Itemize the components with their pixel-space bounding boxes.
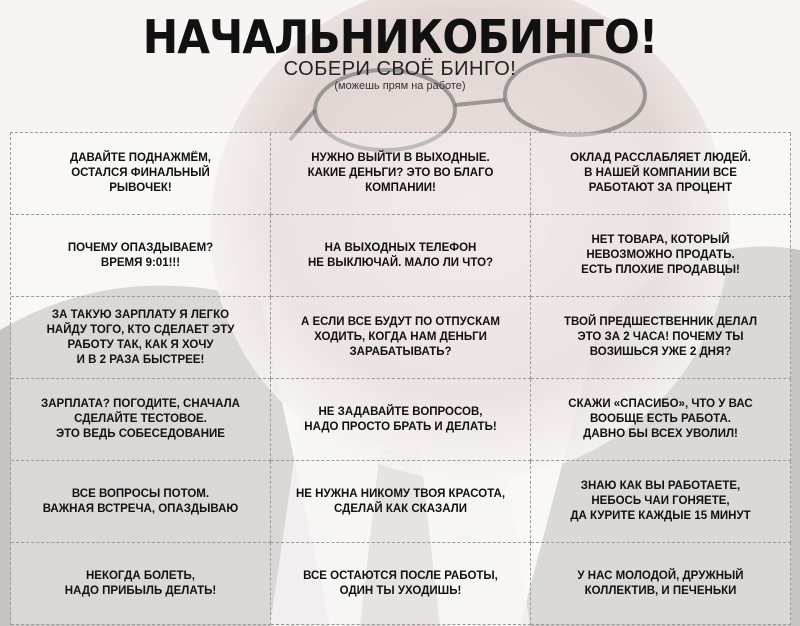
bingo-cell-text: НЕКОГДА БОЛЕТЬ, НАДО ПРИБЫЛЬ ДЕЛАТЬ! (64, 569, 217, 597)
bingo-cell-text: ВСЕ ОСТАЮТСЯ ПОСЛЕ РАБОТЫ, ОДИН ТЫ УХОДИШЬ! (303, 569, 498, 597)
bingo-cell-text: ОКЛАД РАССЛАБЛЯЕТ ЛЮДЕЙ. В НАШЕЙ КОМПАНИИ ВСЕ РАБОТАЮТ ЗА ПРОЦЕНТ (570, 152, 751, 194)
bingo-cell[interactable] (271, 543, 531, 625)
page-title: НАЧАЛЬНИКОБИНГО! (142, 10, 658, 64)
page-note: (можешь прям на работе) (334, 80, 466, 92)
bingo-cell-text: НЕТ ТОВАРА, КОТОРЫЙ НЕВОЗМОЖНО ПРОДАТЬ. ЕСТЬ ПЛОХИЕ ПРОДАВЦЫ! (581, 234, 740, 276)
bingo-cell[interactable] (531, 133, 791, 215)
bingo-cell[interactable] (11, 133, 271, 215)
bingo-cell-text: НУЖНО ВЫЙТИ В ВЫХОДНЫЕ. КАКИЕ ДЕНЬГИ? ЭТО ВО БЛАГО КОМПАНИИ! (307, 152, 494, 194)
bingo-cell[interactable] (531, 215, 791, 297)
bingo-cell[interactable] (271, 297, 531, 379)
bingo-cell-text: ПОЧЕМУ ОПАЗДЫВАЕМ? ВРЕМЯ 9:01!!! (67, 241, 214, 269)
bingo-grid (10, 132, 791, 625)
bingo-cell[interactable] (11, 297, 271, 379)
bingo-cell[interactable] (271, 133, 531, 215)
bingo-cell-text: СКАЖИ «СПАСИБО», ЧТО У ВАС ВООБЩЕ ЕСТЬ РАБОТА. ДАВНО БЫ ВСЕХ УВОЛИЛ! (568, 398, 753, 440)
bingo-cell[interactable] (531, 543, 791, 625)
bingo-cell[interactable] (11, 461, 271, 543)
bingo-cell-text: ЗАРПЛАТА? ПОГОДИТЕ, СНАЧАЛА СДЕЛАЙТЕ ТЕСТОВОЕ. ЭТО ВЕДЬ СОБЕСЕДОВАНИЕ (41, 398, 240, 440)
page-subtitle: СОБЕРИ СВОЁ БИНГО! (283, 58, 517, 80)
bingo-cell-text: ТВОЙ ПРЕДШЕСТВЕННИК ДЕЛАЛ ЭТО ЗА 2 ЧАСА! ПОЧЕМУ ТЫ ВОЗИШЬСЯ УЖЕ 2 ДНЯ? (563, 316, 758, 358)
bingo-cell[interactable] (11, 543, 271, 625)
bingo-cell[interactable] (271, 215, 531, 297)
bingo-cell[interactable] (531, 461, 791, 543)
bingo-cell-text: НЕ НУЖНА НИКОМУ ТВОЯ КРАСОТА, СДЕЛАЙ КАК СКАЗАЛИ (295, 487, 506, 515)
header (0, 0, 800, 132)
bingo-cell-text: У НАС МОЛОДОЙ, ДРУЖНЫЙ КОЛЛЕКТИВ, И ПЕЧЕНЬКИ (577, 569, 744, 597)
bingo-cell[interactable] (271, 461, 531, 543)
bingo-cell[interactable] (531, 297, 791, 379)
bingo-cell-text: ЗА ТАКУЮ ЗАРПЛАТУ Я ЛЕГКО НАЙДУ ТОГО, КТО СДЕЛАЕТ ЭТУ РАБОТУ ТАК, КАК Я ХОЧУ И В 2 РАЗА БЫСТРЕЕ! (46, 308, 235, 366)
bingo-cell-text: НЕ ЗАДАВАЙТЕ ВОПРОСОВ, НАДО ПРОСТО БРАТЬ И ДЕЛАТЬ! (304, 405, 497, 433)
bingo-cell[interactable] (271, 379, 531, 461)
bingo-cell-text: ЗНАЮ КАК ВЫ РАБОТАЕТЕ, НЕБОСЬ ЧАИ ГОНЯЕТЕ, ДА КУРИТЕ КАЖДЫЕ 15 МИНУТ (570, 480, 751, 522)
bingo-cell-text: НА ВЫХОДНЫХ ТЕЛЕФОН НЕ ВЫКЛЮЧАЙ. МАЛО ЛИ ЧТО? (307, 241, 494, 269)
bingo-cell[interactable] (11, 379, 271, 461)
bingo-cell-text: ВСЕ ВОПРОСЫ ПОТОМ. ВАЖНАЯ ВСТРЕЧА, ОПАЗДЫВАЮ (42, 487, 239, 515)
bingo-cell-text: ДАВАЙТЕ ПОДНАЖМЁМ, ОСТАЛСЯ ФИНАЛЬНЫЙ РЫВОЧЕК! (70, 152, 211, 194)
bingo-cell[interactable] (531, 379, 791, 461)
bingo-cell-text: А ЕСЛИ ВСЕ БУДУТ ПО ОТПУСКАМ ХОДИТЬ, КОГДА НАМ ДЕНЬГИ ЗАРАБАТЫВАТЬ? (300, 316, 500, 358)
bingo-cell[interactable] (11, 215, 271, 297)
